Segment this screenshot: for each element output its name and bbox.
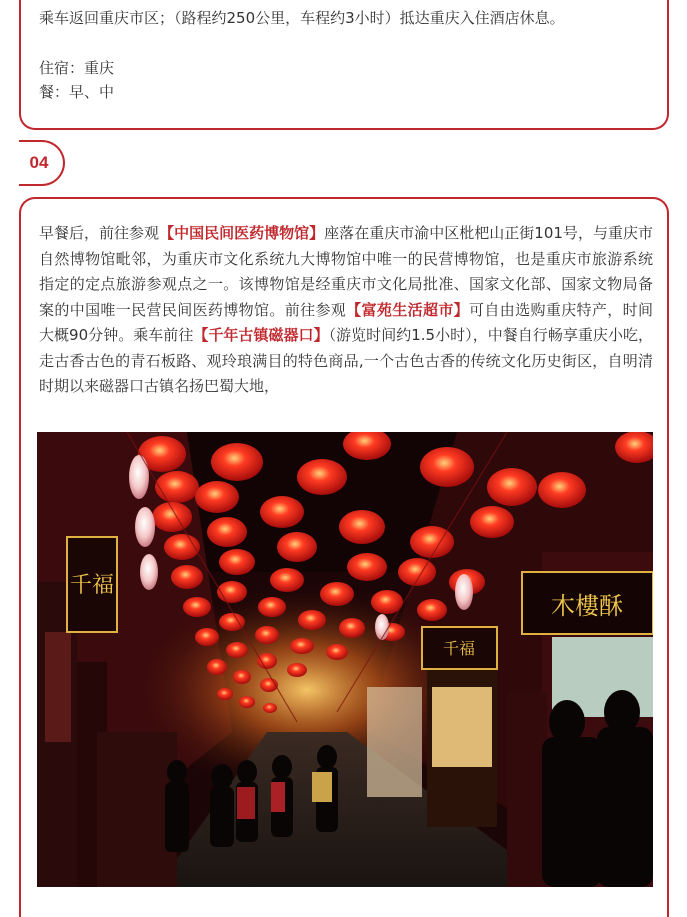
highlight-supermarket: 【富苑生活超市】 [346,300,470,319]
day4-text-2: 座落在重庆市渝中区枇杷山正街101号，与重庆市自然博物馆毗邻，为重庆市文化系统九大博物馆中唯一的民营博物馆，也是重庆市旅游系统指定的定点旅游参观点之一。该博物馆是经重庆市文化局批准、国家文化部、国家文物局备案的中国唯一民营民间医药博物馆。前往参观 [39,224,653,319]
highlight-ciqikou: 【千年古镇磁器口】 [193,326,329,344]
lantern-street-illustration [37,432,653,887]
previous-day-text [39,6,649,104]
highlight-museum: 【中国民间医药博物馆】 [159,224,325,242]
day4-text-4: （游览时间约1.5小时），中餐自行畅享重庆小吃，走古香古色的青石板路、观玲琅满目的特色商品,一个古色古香的传统文化历史街区，自明清时期以来磁器口古镇名扬巴蜀大地， [39,326,653,395]
day4-text-1: 早餐后，前往参观 [39,224,160,242]
left-sign-text: 千福 [69,573,115,598]
day4-description [39,221,653,400]
middle-sign-text: 千福 [442,639,476,658]
meals-text: 餐：早、中 [39,83,115,101]
right-sign-text: 木樓酥 [551,592,623,620]
lodging-text: 住宿：重庆 [39,59,115,77]
day-number-badge [19,140,65,186]
route-text: 乘车返回重庆市区；（路程约250公里，车程约3小时）抵达重庆入住酒店休息。 [39,9,565,27]
ciqikou-lantern-street-photo [37,432,653,887]
day-number: 04 [29,153,49,172]
previous-day-card [19,0,669,130]
day4-text-3: 可自由选购重庆特产，时间大概90分钟。乘车前往 [39,300,653,344]
